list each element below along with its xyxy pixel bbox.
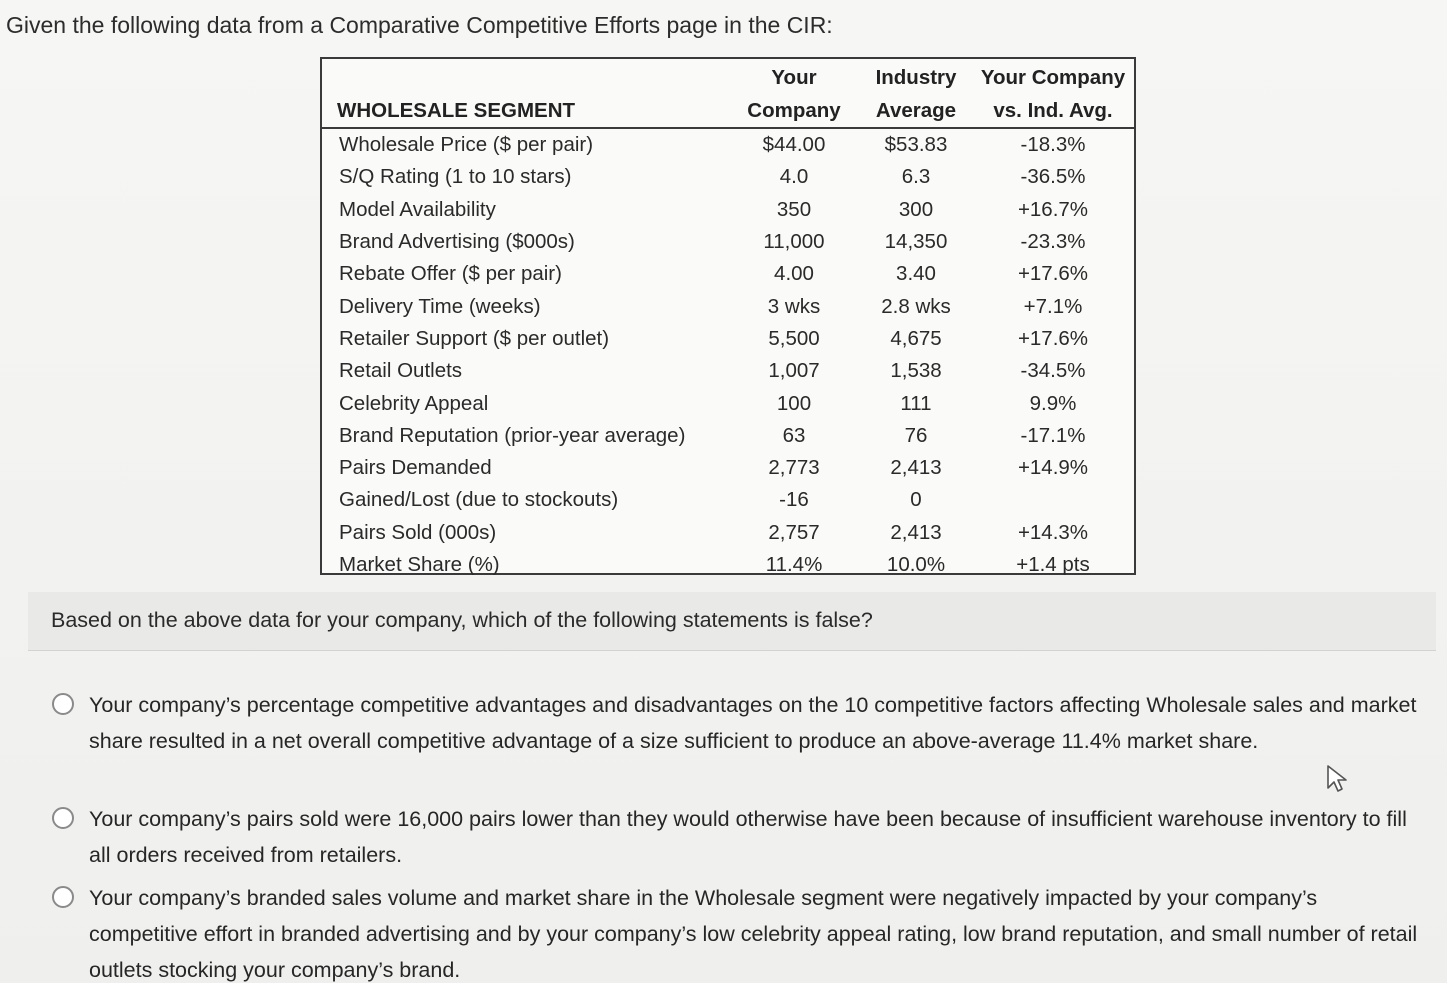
table-row: [322, 258, 1134, 290]
answer-option-3[interactable]: [52, 880, 1422, 983]
row-vs-value: +7.1%: [1023, 294, 1083, 318]
row-company-value: 4.0: [779, 165, 809, 189]
row-company-value: 63: [782, 423, 806, 447]
row-company-value: 11,000: [763, 230, 825, 254]
row-label: Rebate Offer ($ per pair): [339, 262, 562, 286]
question-band: [28, 592, 1436, 651]
header-industry-average: [860, 59, 972, 128]
row-company-value: 1,007: [768, 359, 820, 383]
row-industry-value: 6.3: [901, 165, 931, 189]
row-vs-value: +14.3%: [1017, 520, 1089, 544]
row-label: Wholesale Price ($ per pair): [339, 133, 594, 157]
row-label: Pairs Sold (000s): [339, 520, 497, 544]
row-industry-value: 2,413: [890, 456, 942, 480]
row-label: Model Availability: [339, 197, 496, 221]
table-row: [322, 128, 1134, 161]
row-industry-value: 2,413: [890, 520, 942, 544]
row-label: Delivery Time (weeks): [339, 294, 541, 318]
row-vs-value: +17.6%: [1017, 262, 1089, 286]
header-segment: WHOLESALE SEGMENT: [322, 59, 728, 128]
answer-option-text[interactable]: Your company’s branded sales volume and market share in the Wholesale segment were negatively impacted by your company’s competitive effort in branded advertising and by your company’s low celebrity appeal rating, low brand reputation, and small number of retail outlets stocking your company’s brand.: [89, 886, 1418, 982]
table-header-row: [322, 59, 1134, 128]
row-vs-value: [972, 484, 1134, 516]
row-vs-value: -34.5%: [1020, 359, 1086, 383]
answer-option-2[interactable]: [52, 801, 1422, 873]
table-row: [322, 290, 1134, 322]
row-company-value: 2,773: [768, 456, 820, 480]
header-your-company-line1: Your: [771, 66, 817, 89]
row-company-value: 2,757: [768, 520, 820, 544]
row-label: Celebrity Appeal: [339, 391, 489, 415]
row-vs-value: +1.4 pts: [1016, 553, 1090, 576]
row-industry-value: 14,350: [884, 230, 948, 254]
header-your-company-line2: Company: [747, 99, 841, 122]
row-vs-value: +17.6%: [1017, 326, 1089, 350]
answer-option-1[interactable]: [52, 687, 1422, 759]
table-row: [322, 517, 1134, 549]
row-vs-value: -17.1%: [1020, 423, 1086, 447]
header-industry-average-line1: Industry: [875, 66, 957, 89]
row-label: Brand Reputation (prior-year average): [339, 423, 686, 447]
row-industry-value: 0: [910, 488, 922, 512]
row-label: Brand Advertising ($000s): [339, 230, 575, 254]
row-label: Gained/Lost (due to stockouts): [339, 488, 619, 512]
row-company-value: 100: [776, 391, 812, 415]
row-vs-value: +16.7%: [1017, 197, 1089, 221]
competitive-efforts-table: [320, 57, 1136, 575]
question-text: Based on the above data for your company, which of the following statements is false?: [51, 608, 873, 632]
intro-text: Given the following data from a Comparative Competitive Efforts page in the CIR:: [6, 12, 833, 38]
row-company-value: 3 wks: [767, 294, 821, 318]
table-row: [322, 420, 1134, 452]
mouse-pointer-icon: [1325, 764, 1351, 794]
row-industry-value: 300: [898, 197, 934, 221]
radio-button[interactable]: [52, 693, 74, 715]
row-label: Market Share (%): [339, 553, 500, 576]
row-company-value: 4.00: [774, 262, 814, 286]
answer-option-text[interactable]: Your company’s percentage competitive advantages and disadvantages on the 10 competitive factors affecting Wholesale sales and market share resulted in a net overall competitive advantage of a size sufficient to produce an above-average 11.4% market share.: [89, 693, 1417, 753]
table-row: [322, 226, 1134, 258]
header-vs-industry: [972, 59, 1134, 128]
radio-button[interactable]: [52, 807, 74, 829]
row-industry-value: 76: [904, 423, 928, 447]
row-industry-value: 10.0%: [886, 553, 946, 576]
row-vs-value: -18.3%: [1020, 133, 1086, 157]
table-row: [322, 549, 1134, 581]
table-row: [322, 387, 1134, 419]
row-label: S/Q Rating (1 to 10 stars): [339, 165, 572, 189]
row-vs-value: 9.9%: [1029, 391, 1077, 415]
table-row: [322, 194, 1134, 226]
table-row: [322, 355, 1134, 387]
header-vs-industry-line2: vs. Ind. Avg.: [993, 99, 1113, 122]
row-industry-value: 4,675: [890, 326, 942, 350]
answer-option-text[interactable]: Your company’s pairs sold were 16,000 pairs lower than they would otherwise have been because of insufficient warehouse inventory to fill all orders received from retailers.: [89, 807, 1407, 867]
row-industry-value: 111: [900, 391, 932, 415]
row-vs-value: +14.9%: [1017, 456, 1089, 480]
row-label: Retailer Support ($ per outlet): [339, 326, 610, 350]
row-vs-value: -23.3%: [1020, 230, 1086, 254]
table-row: [322, 452, 1134, 484]
header-industry-average-line2: Average: [875, 99, 957, 122]
row-industry-value: 2.8 wks: [881, 294, 951, 318]
row-label: Pairs Demanded: [339, 456, 492, 480]
row-vs-value: -36.5%: [1020, 165, 1086, 189]
row-company-value: 5,500: [768, 326, 820, 350]
row-industry-value: $53.83: [884, 133, 948, 157]
row-industry-value: 1,538: [890, 359, 942, 383]
radio-button[interactable]: [52, 886, 74, 908]
header-vs-industry-line1: Your Company: [980, 66, 1126, 89]
row-company-value: -16: [779, 488, 809, 512]
row-company-value: 350: [776, 197, 812, 221]
table-row: [322, 161, 1134, 193]
row-company-value: $44.00: [762, 133, 826, 157]
data-table: [322, 59, 1134, 581]
header-your-company: [728, 59, 860, 128]
row-label: Retail Outlets: [339, 359, 463, 383]
table-row: [322, 323, 1134, 355]
row-company-value: 11.4%: [765, 553, 823, 576]
row-industry-value: 3.40: [896, 262, 936, 286]
table-row: [322, 484, 1134, 516]
